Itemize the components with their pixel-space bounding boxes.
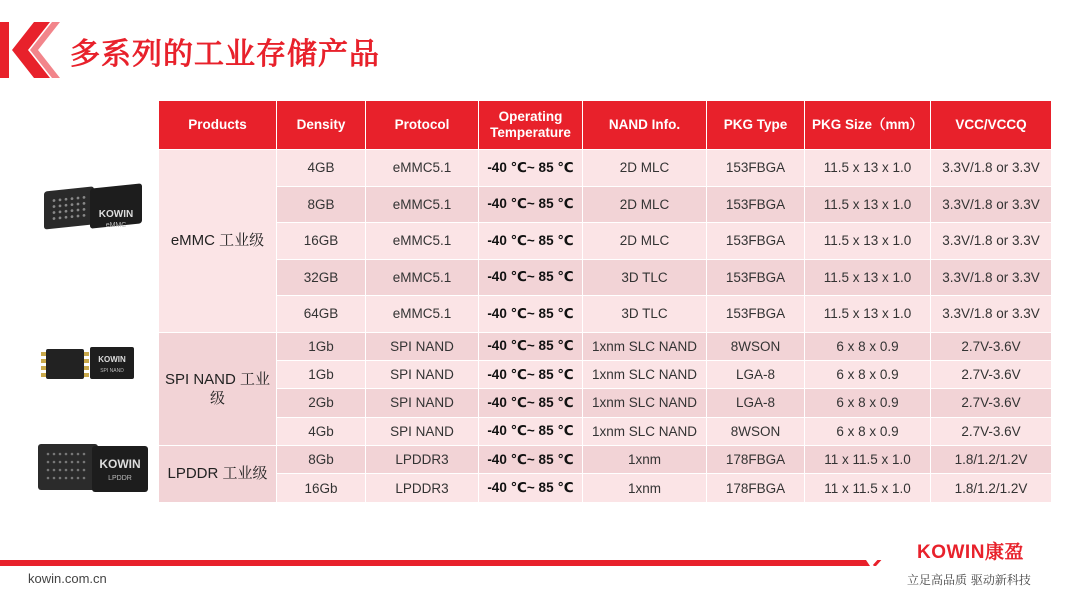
table-row	[159, 150, 1052, 187]
vcc-vccq-cell: 3.3V/1.8 or 3.3V	[931, 259, 1052, 296]
table-row	[159, 186, 1052, 223]
pkg-size-cell: 11.5 x 13 x 1.0	[805, 223, 931, 260]
operating-temperature-cell: -40 ℃~ 85 ℃	[479, 259, 583, 296]
table-row	[159, 296, 1052, 333]
nand-info-cell: 1xnm SLC NAND	[583, 389, 707, 417]
brand-en: KOWIN	[917, 542, 985, 563]
density-cell: 8Gb	[277, 446, 366, 474]
nand-info-cell: 3D TLC	[583, 296, 707, 333]
protocol-cell: SPI NAND	[366, 360, 479, 388]
product-category-cell: LPDDR 工业级	[159, 446, 277, 503]
protocol-cell: eMMC5.1	[366, 186, 479, 223]
pkg-size-cell: 6 x 8 x 0.9	[805, 417, 931, 445]
pkg-type-cell: 8WSON	[707, 417, 805, 445]
table-row	[159, 223, 1052, 260]
product-category-cell: eMMC 工业级	[159, 150, 277, 333]
protocol-cell: LPDDR3	[366, 446, 479, 474]
nand-info-cell: 1xnm SLC NAND	[583, 417, 707, 445]
header-density: Density	[277, 101, 366, 150]
pkg-size-cell: 11 x 11.5 x 1.0	[805, 474, 931, 502]
vcc-vccq-cell: 2.7V-3.6V	[931, 389, 1052, 417]
protocol-cell: eMMC5.1	[366, 223, 479, 260]
title-bar	[0, 22, 1080, 78]
operating-temperature-cell: -40 ℃~ 85 ℃	[479, 446, 583, 474]
slogan-text: 立足高品质 驱动新科技	[907, 573, 1031, 587]
protocol-cell: SPI NAND	[366, 389, 479, 417]
header-vcc-vccq: VCC/VCCQ	[931, 101, 1052, 150]
protocol-cell: eMMC5.1	[366, 259, 479, 296]
svg-text:KOWIN: KOWIN	[98, 355, 126, 364]
pkg-size-cell: 6 x 8 x 0.9	[805, 332, 931, 360]
pkg-type-cell: 153FBGA	[707, 296, 805, 333]
table-row	[159, 332, 1052, 360]
vcc-vccq-cell: 2.7V-3.6V	[931, 417, 1052, 445]
protocol-cell: eMMC5.1	[366, 296, 479, 333]
header-pkg-size: PKG Size（mm）	[805, 101, 931, 150]
protocol-cell: LPDDR3	[366, 474, 479, 502]
operating-temperature-cell: -40 ℃~ 85 ℃	[479, 417, 583, 445]
pkg-type-cell: 178FBGA	[707, 446, 805, 474]
pkg-type-cell: 178FBGA	[707, 474, 805, 502]
pkg-size-cell: 6 x 8 x 0.9	[805, 360, 931, 388]
operating-temperature-cell: -40 ℃~ 85 ℃	[479, 223, 583, 260]
operating-temperature-cell: -40 ℃~ 85 ℃	[479, 332, 583, 360]
operating-temperature-cell: -40 ℃~ 85 ℃	[479, 296, 583, 333]
pkg-size-cell: 11.5 x 13 x 1.0	[805, 150, 931, 187]
density-cell: 4GB	[277, 150, 366, 187]
svg-text:SPI NAND: SPI NAND	[100, 368, 124, 374]
pkg-type-cell: 153FBGA	[707, 259, 805, 296]
table-row	[159, 360, 1052, 388]
pkg-type-cell: LGA-8	[707, 389, 805, 417]
density-cell: 1Gb	[277, 360, 366, 388]
density-cell: 1Gb	[277, 332, 366, 360]
nand-info-cell: 3D TLC	[583, 259, 707, 296]
vcc-vccq-cell: 2.7V-3.6V	[931, 360, 1052, 388]
table-row	[159, 474, 1052, 502]
header-protocol: Protocol	[366, 101, 479, 150]
table-row	[159, 389, 1052, 417]
page-title: 多系列的工业存储产品	[70, 37, 380, 72]
protocol-cell: SPI NAND	[366, 417, 479, 445]
brand-cn: 康盈	[984, 541, 1024, 563]
density-cell: 16Gb	[277, 474, 366, 502]
pkg-size-cell: 11 x 11.5 x 1.0	[805, 446, 931, 474]
website-text: kowin.com.cn	[28, 571, 107, 586]
table-row	[159, 259, 1052, 296]
density-cell: 2Gb	[277, 389, 366, 417]
pkg-size-cell: 11.5 x 13 x 1.0	[805, 186, 931, 223]
pkg-type-cell: 153FBGA	[707, 150, 805, 187]
vcc-vccq-cell: 2.7V-3.6V	[931, 332, 1052, 360]
pkg-type-cell: 8WSON	[707, 332, 805, 360]
vcc-vccq-cell: 1.8/1.2/1.2V	[931, 446, 1052, 474]
operating-temperature-cell: -40 ℃~ 85 ℃	[479, 360, 583, 388]
svg-text:KOWIN: KOWIN	[98, 209, 134, 220]
svg-text:KOWIN: KOWIN	[99, 457, 141, 471]
nand-info-cell: 2D MLC	[583, 186, 707, 223]
pkg-type-cell: 153FBGA	[707, 186, 805, 223]
nand-info-cell: 1xnm	[583, 446, 707, 474]
table-body	[159, 150, 1052, 503]
product-spec-table	[158, 100, 1052, 503]
lpddr-chip-image	[34, 440, 150, 495]
density-cell: 4Gb	[277, 417, 366, 445]
brand-logo	[917, 537, 1024, 564]
operating-temperature-cell: -40 ℃~ 85 ℃	[479, 150, 583, 187]
protocol-cell: eMMC5.1	[366, 150, 479, 187]
vcc-vccq-cell: 3.3V/1.8 or 3.3V	[931, 186, 1052, 223]
header-nand-info: NAND Info.	[583, 101, 707, 150]
density-cell: 16GB	[277, 223, 366, 260]
pkg-type-cell: LGA-8	[707, 360, 805, 388]
product-category-cell: SPI NAND 工业级	[159, 332, 277, 446]
vcc-vccq-cell: 3.3V/1.8 or 3.3V	[931, 150, 1052, 187]
nand-info-cell: 1xnm SLC NAND	[583, 332, 707, 360]
pkg-size-cell: 6 x 8 x 0.9	[805, 389, 931, 417]
header-pkg-type: PKG Type	[707, 101, 805, 150]
vcc-vccq-cell: 1.8/1.2/1.2V	[931, 474, 1052, 502]
vcc-vccq-cell: 3.3V/1.8 or 3.3V	[931, 296, 1052, 333]
table-header-row	[159, 101, 1052, 150]
emmc-chip-image	[40, 180, 150, 235]
pkg-type-cell: 153FBGA	[707, 223, 805, 260]
density-cell: 64GB	[277, 296, 366, 333]
density-cell: 8GB	[277, 186, 366, 223]
table-row	[159, 417, 1052, 445]
operating-temperature-cell: -40 ℃~ 85 ℃	[479, 474, 583, 502]
spi-nand-chip-image	[38, 343, 138, 383]
header-products: Products	[159, 101, 277, 150]
density-cell: 32GB	[277, 259, 366, 296]
operating-temperature-cell: -40 ℃~ 85 ℃	[479, 389, 583, 417]
operating-temperature-cell: -40 ℃~ 85 ℃	[479, 186, 583, 223]
pkg-size-cell: 11.5 x 13 x 1.0	[805, 259, 931, 296]
nand-info-cell: 1xnm	[583, 474, 707, 502]
nand-info-cell: 1xnm SLC NAND	[583, 360, 707, 388]
pkg-size-cell: 11.5 x 13 x 1.0	[805, 296, 931, 333]
nand-info-cell: 2D MLC	[583, 150, 707, 187]
svg-text:LPDDR: LPDDR	[108, 475, 132, 482]
vcc-vccq-cell: 3.3V/1.8 or 3.3V	[931, 223, 1052, 260]
header-operating-temperature: Operating Temperature	[479, 101, 583, 150]
nand-info-cell: 2D MLC	[583, 223, 707, 260]
table-row	[159, 446, 1052, 474]
svg-text:eMMC: eMMC	[105, 222, 127, 229]
kowin-k-logo-icon	[0, 22, 62, 78]
protocol-cell: SPI NAND	[366, 332, 479, 360]
